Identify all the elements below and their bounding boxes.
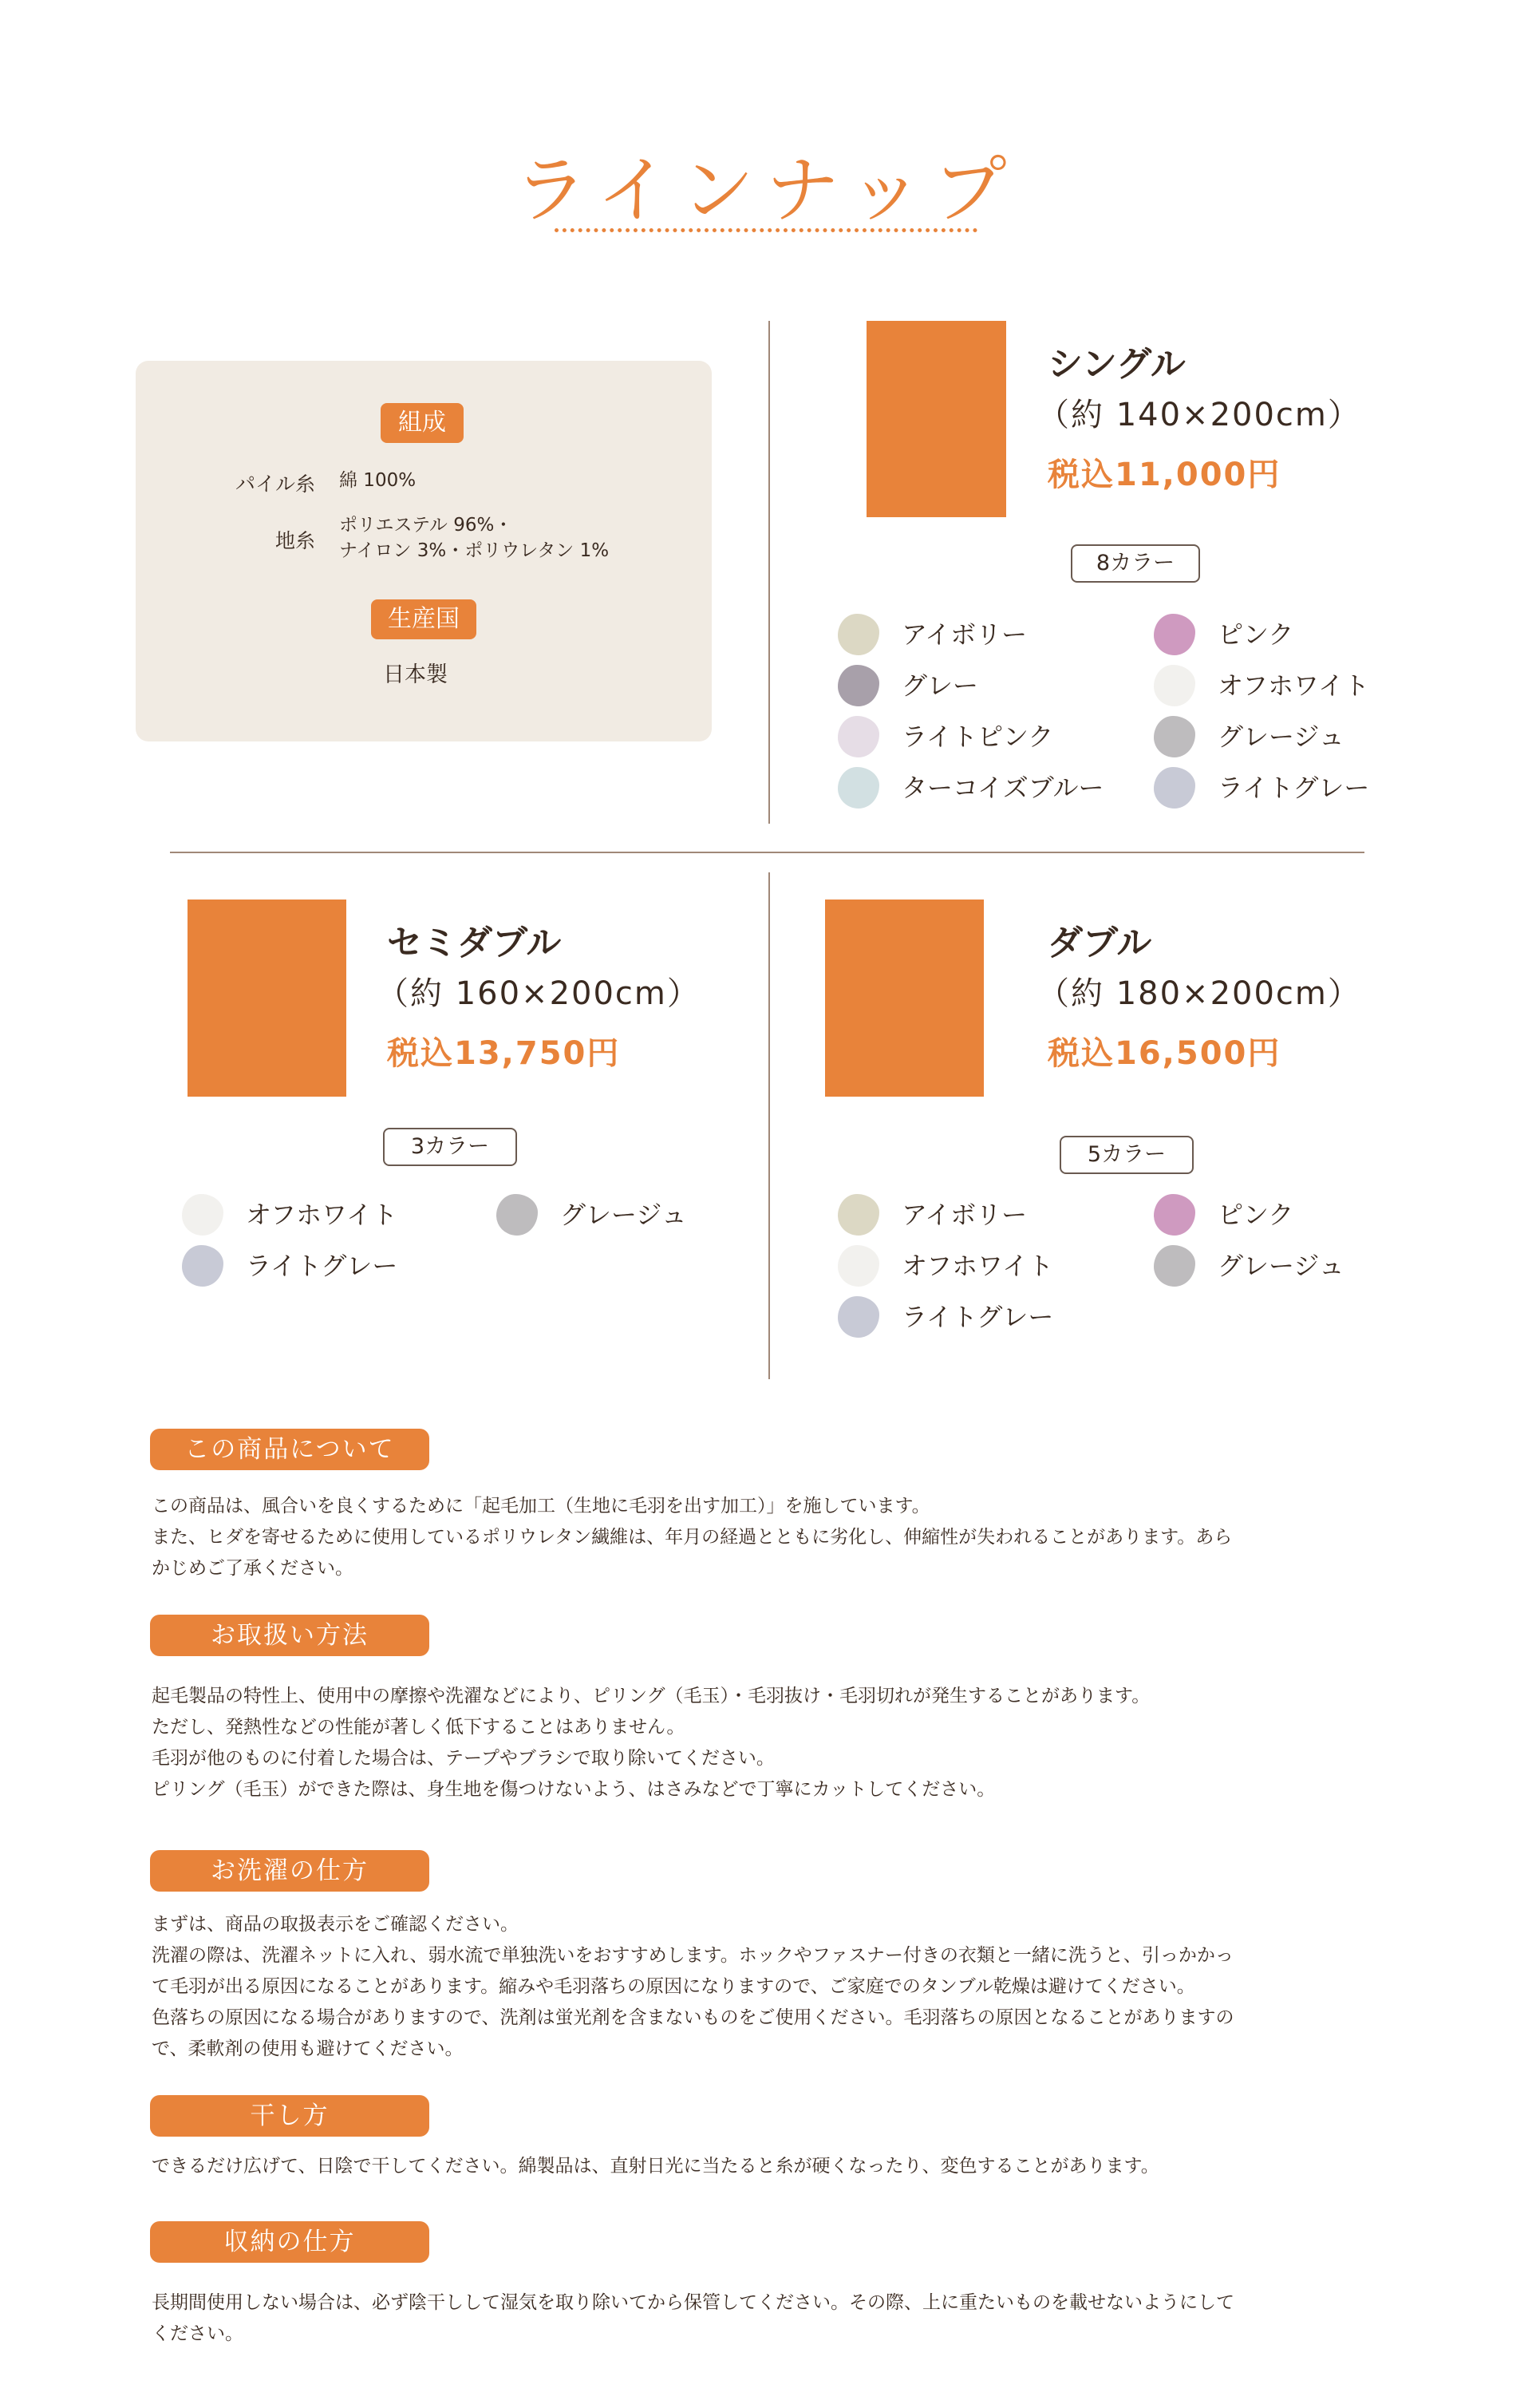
color-item: ターコイズブルー xyxy=(838,765,1157,810)
color-swatch-icon xyxy=(182,1194,223,1236)
color-swatch-icon xyxy=(1154,1245,1195,1287)
color-swatch-icon xyxy=(838,716,879,757)
base-label: 地糸 xyxy=(274,529,315,552)
semidouble-color-count: 3カラー xyxy=(383,1128,517,1166)
origin-tag: 生産国 xyxy=(371,599,476,639)
color-item: アイボリー xyxy=(838,1192,1157,1237)
color-item: グレージュ xyxy=(1154,714,1473,759)
storage-section-body: 長期間使用しない場合は、必ず陰干しして湿気を取り除いてから保管してください。その際、上に重たいものを載せないようにして ください。 xyxy=(152,2292,1234,2344)
single-color-count: 8カラー xyxy=(1071,544,1200,583)
color-item: グレージュ xyxy=(1154,1244,1473,1288)
color-swatch-icon xyxy=(838,614,879,655)
pile-value: 綿 100% xyxy=(339,470,417,491)
color-swatch-icon xyxy=(182,1245,223,1287)
double-color-list-right xyxy=(1154,1192,1473,1288)
color-item: ライトグレー xyxy=(182,1244,501,1288)
base-value-1: ポリエステル 96%・ xyxy=(339,515,513,536)
color-item: ライトグレー xyxy=(838,1295,1157,1339)
single-price: 税込11,000円 xyxy=(1048,457,1281,493)
drying-section-body: できるだけ広げて、日陰で干してください。綿製品は、直射日光に当たると糸が硬くなったり、変色することがあります。 xyxy=(152,2156,1159,2177)
semidouble-product-swatch xyxy=(188,900,346,1097)
drying-section-tag: 干し方 xyxy=(150,2095,429,2137)
vertical-divider-bottom xyxy=(768,872,770,1379)
color-swatch-icon xyxy=(1154,614,1195,655)
color-item: ピンク xyxy=(1154,1192,1473,1237)
double-color-list-left xyxy=(838,1192,1157,1339)
color-swatch-icon xyxy=(1154,1194,1195,1236)
double-size: （約 180×200cm） xyxy=(1037,975,1361,1012)
origin-value: 日本製 xyxy=(383,662,448,687)
about-section-tag: この商品について xyxy=(150,1429,429,1470)
storage-section-tag: 収納の仕方 xyxy=(150,2221,429,2263)
base-value-2: ナイロン 3%・ポリウレタン 1% xyxy=(339,540,610,561)
about-section-body: この商品は、風合いを良くするために「起毛加工（生地に毛羽を出す加工）」を施しています。 また、ヒダを寄せるために使用しているポリウレタン繊維は、年月の経過とともに劣化し、伸縮性が失われることがあります。あら かじめご了承ください。 xyxy=(152,1496,1233,1579)
horizontal-divider xyxy=(170,852,1364,853)
semidouble-size: （約 160×200cm） xyxy=(377,975,701,1012)
title-underline xyxy=(555,228,977,232)
single-name: シングル xyxy=(1048,344,1186,385)
semidouble-price: 税込13,750円 xyxy=(387,1035,621,1072)
single-color-list-left xyxy=(838,612,1157,810)
color-item: グレージュ xyxy=(496,1192,752,1237)
vertical-divider-top xyxy=(768,321,770,824)
pile-label: パイル糸 xyxy=(235,473,315,496)
color-item: グレー xyxy=(838,663,1157,708)
single-size: （約 140×200cm） xyxy=(1037,397,1361,433)
semidouble-name: セミダブル xyxy=(387,923,562,963)
page-title: ラインナップ xyxy=(514,148,1018,233)
handling-section-tag: お取扱い方法 xyxy=(150,1615,429,1656)
color-item: オフホワイト xyxy=(838,1244,1157,1288)
color-swatch-icon xyxy=(1154,665,1195,706)
color-swatch-icon xyxy=(838,665,879,706)
double-name: ダブル xyxy=(1048,923,1152,963)
washing-section-tag: お洗濯の仕方 xyxy=(150,1850,429,1892)
washing-section-body: まずは、商品の取扱表示をご確認ください。 洗濯の際は、洗濯ネットに入れ、弱水流で単独洗いをおすすめします。ホックやファスナー付きの衣類と一緒に洗うと、引っかかっ て毛羽が出る原因になることがあります。縮みや毛羽落ちの原因になりますので、ご家庭でのタンブル乾燥は避けてください。 色落ちの原因になる場合がありますので、洗剤は蛍光剤を含まないものをご使用ください。毛羽落ちの原因となることがありますの で、柔軟剤の使用も避けてください。 xyxy=(152,1914,1234,2059)
color-swatch-icon xyxy=(1154,716,1195,757)
color-item: ピンク xyxy=(1154,612,1473,657)
double-product-swatch xyxy=(825,900,984,1097)
color-item: オフホワイト xyxy=(182,1192,501,1237)
color-swatch-icon xyxy=(838,1194,879,1236)
double-price: 税込16,500円 xyxy=(1048,1035,1281,1072)
color-swatch-icon xyxy=(838,1245,879,1287)
color-swatch-icon xyxy=(496,1194,538,1236)
color-item: ライトグレー xyxy=(1154,765,1473,810)
single-product-swatch xyxy=(867,321,1006,517)
single-color-list-right xyxy=(1154,612,1473,810)
color-item: オフホワイト xyxy=(1154,663,1473,708)
double-color-count: 5カラー xyxy=(1060,1136,1194,1174)
color-swatch-icon xyxy=(838,767,879,809)
color-item: アイボリー xyxy=(838,612,1157,657)
color-swatch-icon xyxy=(838,1296,879,1338)
semidouble-color-list-right xyxy=(496,1192,752,1237)
color-swatch-icon xyxy=(1154,767,1195,809)
color-item: ライトピンク xyxy=(838,714,1157,759)
handling-section-body: 起毛製品の特性上、使用中の摩擦や洗濯などにより、ピリング（毛玉）・毛羽抜け・毛羽切れが発生することがあります。 ただし、発熱性などの性能が著しく低下することはありません。 毛羽が他のものに付着した場合は、テープやブラシで取り除いてください。 ピリング（毛玉）ができた際は、身生地を傷つけないよう、はさみなどで丁寧にカットしてください。 xyxy=(152,1686,1151,1800)
semidouble-color-list-left xyxy=(182,1192,501,1288)
composition-tag: 組成 xyxy=(381,403,464,443)
